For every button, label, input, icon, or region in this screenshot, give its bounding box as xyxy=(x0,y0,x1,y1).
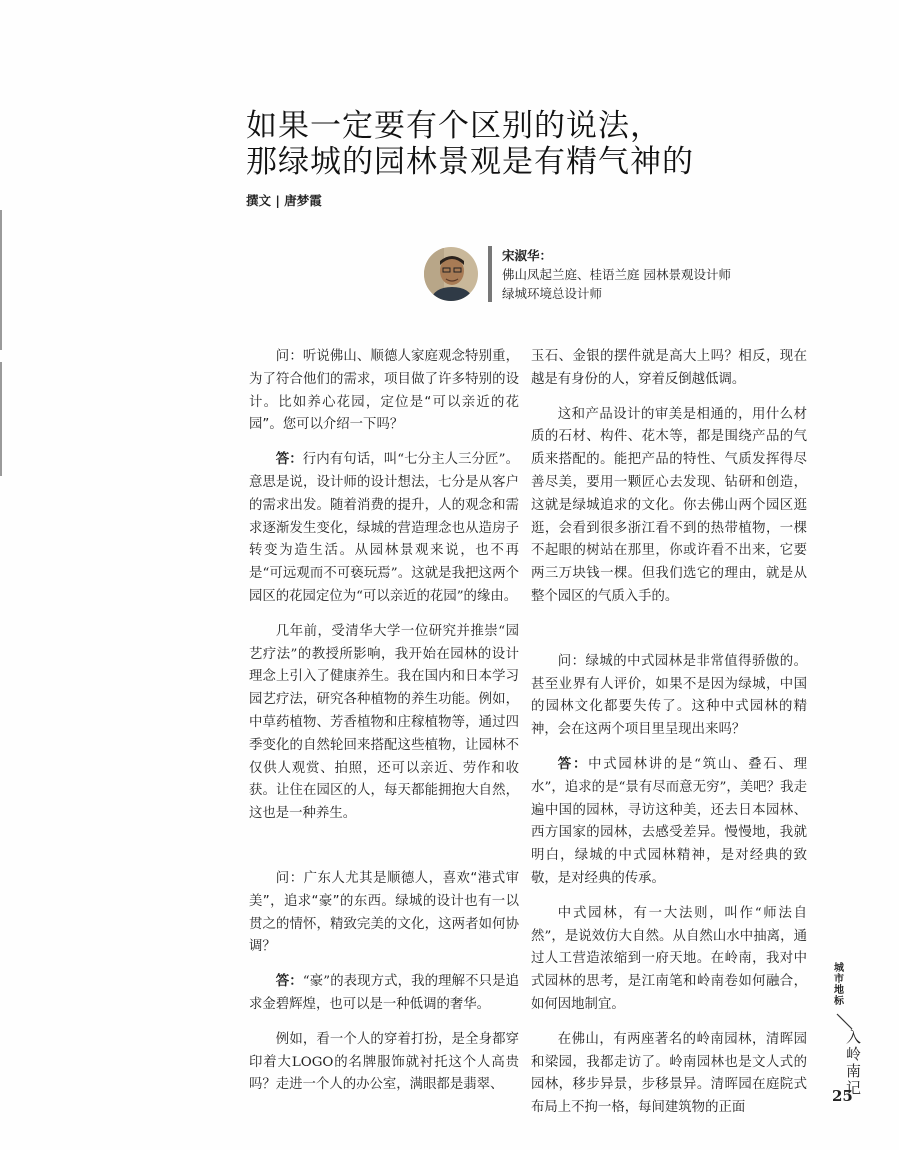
question-paragraph: 问：绿城的中式园林是非常值得骄傲的。甚至业界有人评价，如果不是因为绿城，中国的园林文化都要失传了。这种中式园林的精神，会在这两个项目里呈现出来吗？ xyxy=(531,653,807,738)
right-column xyxy=(531,346,807,1120)
profile-accent-bar xyxy=(488,246,492,302)
title-line-1: 如果一定要有个区别的说法， xyxy=(246,108,662,144)
page-edge-line xyxy=(0,362,2,476)
question-paragraph: 问：听说佛山、顺德人家庭观念特别重，为了符合他们的需求，项目做了许多特别的设计。比如养心花园，定位是“可以亲近的花园”。您可以介绍一下吗？ xyxy=(249,349,519,433)
article-title xyxy=(246,108,746,180)
answer-lead: 答： xyxy=(275,974,303,990)
answer-text: 行内有句话，叫“七分主人三分匠”。意思是说，设计师的设计想法，七分是从客户的需求出发。随着消费的提升，人的观念和需求逐渐发生变化，绿城的营造理念也从造房子转变为造生活。从园林景观来说，也不再是“可远观而不可亵玩焉”。这就是我把这两个园区的花园定位为“可以亲近的花园”的缘由。 xyxy=(249,452,519,604)
section-label: 城市地标 xyxy=(834,963,844,1007)
answer-lead: 答： xyxy=(557,756,589,772)
byline: 撰文 | 唐梦霞 xyxy=(246,193,322,208)
body-paragraph-continued: 玉石、金银的摆件就是高大上吗？相反，现在越是有身份的人，穿着反倒越低调。 xyxy=(531,349,807,387)
left-column xyxy=(249,346,519,1097)
body-paragraph: 几年前，受清华大学一位研究并推崇“园艺疗法”的教授所影响，我开始在园林的设计理念上引入了健康养生。我在国内和日本学习园艺疗法，研究各种植物的养生功能。例如，中草药植物、芳香植物和庄稼植物等，通过四季变化的自然轮回来搭配这些植物，让园林不仅供人观赏、拍照，还可以亲近、劳作和收获。让住在园区的人，每天都能拥抱大自然，这也是一种养生。 xyxy=(249,623,519,822)
question-paragraph: 问：广东人尤其是顺德人，喜欢“港式审美”，追求“豪”的东西。绿城的设计也有一以贯之的情怀，精致完美的文化，这两者如何协调？ xyxy=(249,870,519,955)
answer-paragraph xyxy=(249,449,519,609)
title-line-2: 那绿城的园林景观是有精气神的 xyxy=(246,144,694,180)
profile-role-line-1: 佛山凤起兰庭、桂语兰庭 园林景观设计师 xyxy=(502,267,731,282)
column-name: 入岭南记 xyxy=(846,1028,862,1097)
answer-text: “豪”的表现方式，我的理解不只是追求金碧辉煌，也可以是一种低调的奢华。 xyxy=(249,974,519,1012)
portrait-icon xyxy=(424,247,478,301)
page-edge-line xyxy=(0,210,2,350)
avatar xyxy=(424,247,478,301)
answer-paragraph xyxy=(531,754,807,891)
profile-name: 宋淑华： xyxy=(502,248,553,263)
page-number: 25 xyxy=(832,1087,853,1105)
answer-text: 中式园林讲的是“筑山、叠石、理水”，追求的是“景有尽而意无穷”，美吧？我走遍中国的园林，寻访这种美，还去日本园林、西方国家的园林，去感受差异。慢慢地，我就明白，绿城的中式园林精神，是对经典的致敬，是对经典的传承。 xyxy=(531,756,807,886)
body-paragraph: 在佛山，有两座著名的岭南园林，清晖园和梁园，我都走访了。岭南园林也是文人式的园林，移步异景，步移景异。清晖园在庭院式布局上不拘一格，每间建筑物的正面 xyxy=(531,1031,807,1116)
body-paragraph: 例如，看一个人的穿着打扮，是全身都穿印着大LOGO的名牌服饰就衬托这个人高贵吗？走进一个人的办公室，满眼都是翡翠、 xyxy=(249,1031,519,1093)
body-paragraph: 中式园林，有一大法则，叫作“师法自然”，是说效仿大自然。从自然山水中抽离，通过人工营造浓缩到一府天地。在岭南，我对中式园林的思考，是江南笔和岭南卷如何融合，如何因地制宜。 xyxy=(531,905,807,1012)
profile-block xyxy=(502,246,731,303)
body-paragraph: 这和产品设计的审美是相通的，用什么材质的石材、构件、花木等，都是围绕产品的气质来搭配的。能把产品的特性、气质发挥得尽善尽美，要用一颗匠心去发现、钻研和创造，这就是绿城追求的文化。你去佛山两个园区逛逛，会看到很多浙江看不到的热带植物，一棵不起眼的树站在那里，你或许看不出来，它要两三万块钱一棵。但我们选它的理由，就是从整个园区的气质入手的。 xyxy=(531,406,807,604)
answer-lead: 答： xyxy=(275,452,303,468)
profile-role-line-2: 绿城环境总设计师 xyxy=(502,286,603,301)
answer-paragraph xyxy=(249,971,519,1017)
